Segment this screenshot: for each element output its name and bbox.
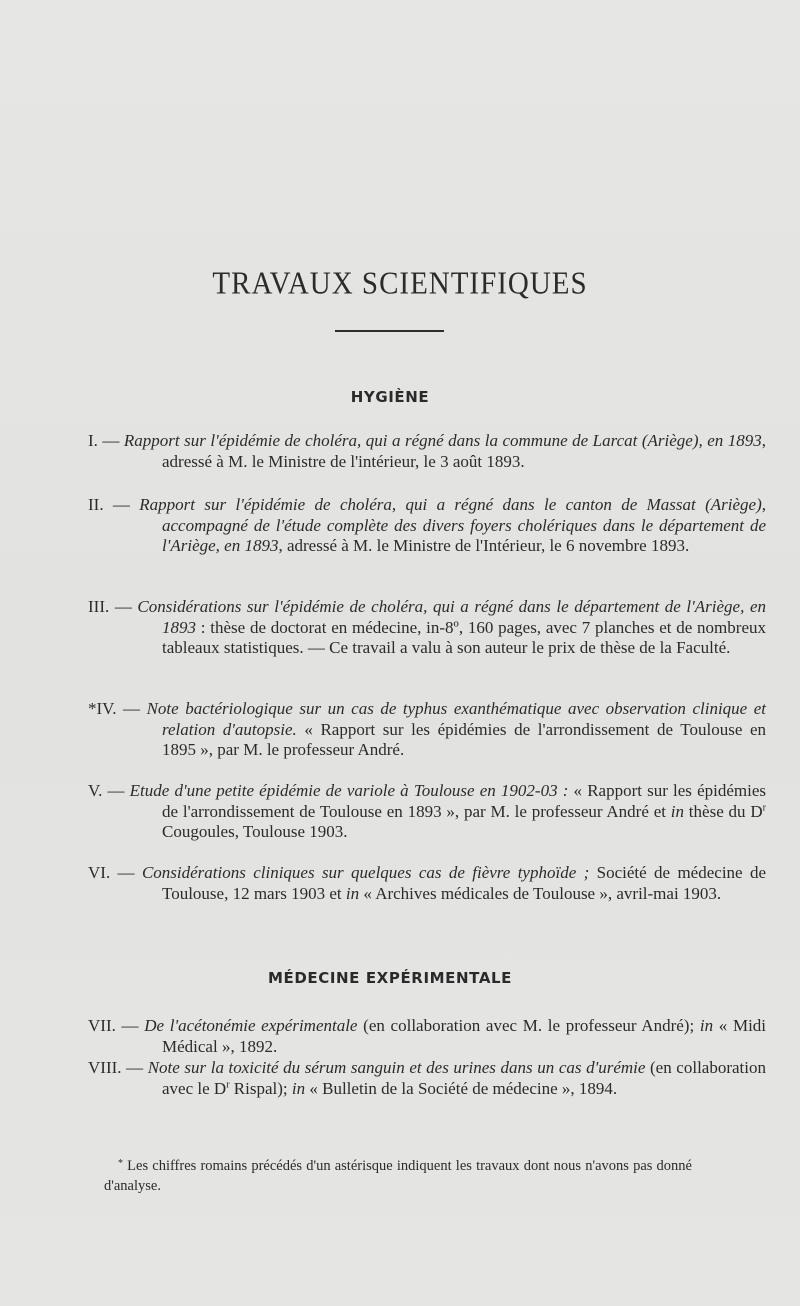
entry-details: « Rapport sur les épidémies de l'arrondissement de Toulouse en 1895 », par M. le professeur André. bbox=[162, 719, 766, 759]
entry-details: « Archives médicales de Toulouse », avril-mai 1903. bbox=[359, 883, 722, 903]
entry-details: (en collaboration avec le D bbox=[162, 1058, 766, 1098]
entry-details: « Rapport sur les épidémies de l'arrondissement de Toulouse en 1893 », par M. le professeur André et bbox=[162, 781, 766, 821]
entry-title: Rapport sur l'épidémie de choléra, qui a régné dans la commune de Larcat (Ariège), en 1893 bbox=[123, 431, 762, 450]
entry-in: in bbox=[670, 801, 684, 821]
entry-details: « Midi Médical », 1892. bbox=[162, 1016, 767, 1056]
footnote bbox=[104, 1157, 692, 1195]
entry-i bbox=[88, 431, 766, 472]
entry-number: VI. — bbox=[88, 863, 135, 882]
entry-title: Considérations sur l'épidémie de choléra, qui a régné dans le département de l'Ariège, en 1893 bbox=[137, 597, 766, 637]
entry-number: I. — bbox=[88, 431, 120, 450]
entry-in: in bbox=[291, 1078, 306, 1098]
entry-details: Rispal); bbox=[229, 1078, 292, 1098]
entry-in: in bbox=[699, 1016, 714, 1035]
entry-superscript: r bbox=[226, 1078, 230, 1090]
entry-number: VIII. — bbox=[88, 1058, 144, 1077]
entry-vi bbox=[88, 863, 766, 904]
entry-details: , adressé à M. le Ministre de l'intérieur, le 3 août 1893. bbox=[162, 431, 767, 471]
section-heading-hygiene: HYGIÈNE bbox=[350, 388, 430, 406]
entry-title: Considérations cliniques sur quelques cas de fièvre typhoïde ; bbox=[141, 863, 590, 882]
entry-in: in bbox=[345, 883, 360, 903]
entry-iii bbox=[88, 597, 766, 659]
entry-title: Etude d'une petite épidémie de variole à Toulouse en 1902-03 : bbox=[129, 781, 569, 800]
entry-details: , adressé à M. le Ministre de l'Intérieur, le 6 novembre 1893. bbox=[278, 536, 690, 555]
entry-details: « Bulletin de la Société de médecine », 1894. bbox=[305, 1078, 618, 1098]
title-divider bbox=[335, 330, 444, 332]
entry-details: Cougoules, Toulouse 1903. bbox=[162, 822, 348, 841]
footnote-text: Les chiffres romains précédés d'un astérisque indiquent les travaux dont nous n'avons pas donné d'analyse. bbox=[104, 1158, 692, 1194]
entry-number: V. — bbox=[88, 781, 125, 800]
entry-number: II. — bbox=[88, 495, 130, 514]
entry-iv bbox=[88, 699, 766, 761]
section-heading-medecine-experimentale: MÉDECINE EXPÉRIMENTALE bbox=[267, 969, 513, 987]
entry-details: : thèse de doctorat en médecine, in-8º, 160 pages, avec 7 planches et de nombreux tableaux statistiques. — Ce travail a valu à son auteur le prix de thèse de la Faculté. bbox=[162, 617, 766, 657]
entry-title: Note bactériologique sur un cas de typhus exanthématique avec observation clinique et relation d'autopsie. bbox=[146, 699, 767, 739]
footnote-asterisk: * bbox=[118, 1158, 123, 1169]
entry-superscript: r bbox=[762, 801, 766, 813]
entry-title: Note sur la toxicité du sérum sanguin et des urines dans un cas d'urémie bbox=[147, 1058, 646, 1077]
entry-title: De l'acétonémie expérimentale bbox=[144, 1016, 358, 1035]
entry-title: Rapport sur l'épidémie de choléra, qui a régné dans le canton de Massat (Ariège), accompagné de l'étude complète des divers foyers cholériques dans le département de l'Ariège, en 1893 bbox=[139, 495, 766, 555]
entry-details: (en collaboration avec M. le professeur André); bbox=[357, 1016, 700, 1035]
entry-number: III. — bbox=[88, 597, 132, 616]
entry-number: VII. — bbox=[88, 1016, 139, 1035]
entry-ii bbox=[88, 495, 766, 557]
entry-details: Société de médecine de Toulouse, 12 mars 1903 et bbox=[162, 863, 766, 903]
page-title: TRAVAUX SCIENTIFIQUES bbox=[212, 266, 588, 302]
entry-number: *IV. — bbox=[88, 699, 141, 718]
entry-details: thèse du D bbox=[684, 801, 763, 821]
entry-viii bbox=[88, 1058, 766, 1099]
entry-v bbox=[88, 781, 766, 843]
entry-vii bbox=[88, 1016, 766, 1057]
